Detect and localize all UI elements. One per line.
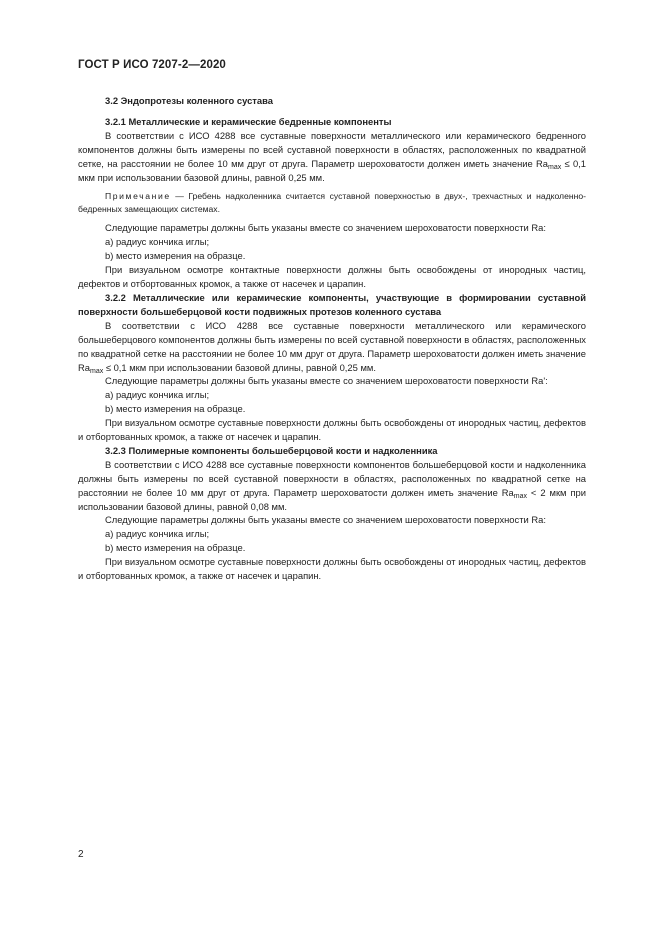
section-3-2-3-paragraph-1 (78, 458, 586, 514)
subscript: max (548, 163, 562, 171)
list-item-a: a) радиус кончика иглы; (105, 389, 210, 401)
note (78, 190, 586, 215)
subscript: max (513, 492, 527, 500)
page-number: 2 (78, 849, 84, 860)
list-item-b: b) место измерения на образце. (105, 403, 246, 415)
note-text: — Гребень надколенника считается суставной поверхностью в двух-, трехчастных и надколенно-бедренных замещающих системах. (78, 191, 586, 214)
section-3-2-2-paragraph-2: Следующие параметры должны быть указаны вместе со значением шероховатости поверхности Ra': (105, 375, 548, 387)
text-span: ≤ 0,1 мкм при использовании базовой длины, равной 0,25 мм. (103, 361, 376, 373)
text-span: < 2 мкм при использовании базовой длины, равной 0,08 мм. (78, 486, 586, 512)
section-3-2-2-paragraph-1 (78, 319, 586, 375)
section-3-2-1-title: 3.2.1 Металлические и керамические бедренные компоненты (105, 115, 392, 127)
note-label: Примечание (105, 191, 171, 202)
section-3-2-3-paragraph-3: При визуальном осмотре суставные поверхности должны быть освобождены от инородных частиц, дефектов и отбортованных кромок, а также от насечек и царапин. (78, 556, 586, 582)
text-span: В соответствии с ИСО 4288 все суставные поверхности металлического или керамического большеберцового компонентов должны быть измерены по всей суставной поверхности в областях, расположенных по квадратной сетке на расстоянии не более 10 мм друг от друга. Параметр шероховатости должен иметь значение Ra (78, 319, 586, 373)
section-3-2-2-paragraph-3: При визуальном осмотре суставные поверхности должны быть освобождены от инородных частиц, дефектов и отбортованных кромок, а также от насечек и царапин. (78, 417, 586, 443)
list-item-b: b) место измерения на образце. (105, 250, 246, 262)
text-span: В соответствии с ИСО 4288 все суставные поверхности металлического или керамического бедренного компонентов должны быть измерены по всей суставной поверхности в областях, расположенных по квадратной сетке, на расстоянии не более 10 мм друг от друга. Параметр шероховатости должен иметь значение Ra (78, 129, 586, 169)
list-item-a: a) радиус кончика иглы; (105, 528, 210, 540)
subscript: max (89, 367, 104, 375)
list-item-b: b) место измерения на образце. (105, 542, 246, 554)
section-3-2-1-paragraph-3: При визуальном осмотре контактные поверхности должны быть освобождены от инородных частиц, дефектов и отбортованных кромок, а также от насечек и царапин. (78, 264, 586, 290)
section-3-2-1-paragraph-2: Следующие параметры должны быть указаны вместе со значением шероховатости поверхности Ra: (105, 222, 546, 234)
text-span: ≤ 0,1 мкм при использовании базовой длины, равной 0,25 мм. (78, 157, 587, 183)
list-item-a: a) радиус кончика иглы; (105, 236, 210, 248)
document-header: ГОСТ Р ИСО 7207-2—2020 (78, 59, 226, 71)
section-3-2-title: 3.2 Эндопротезы коленного сустава (105, 95, 273, 106)
text-span: В соответствии с ИСО 4288 все суставные поверхности компонентов большеберцовой кости и надколенника должны быть измерены по всей суставной поверхности в областях, расположенных по квадратной сетке на расстоянии не более 10 мм друг от друга. Параметр шероховатости должен иметь значение Ra (78, 458, 586, 498)
section-3-2-2-title: 3.2.2 Металлические или керамические компоненты, участвующие в формировании суставной поверхности большеберцовой кости подвижных протезов коленного сустава (78, 291, 586, 317)
document-body (78, 94, 586, 583)
section-3-2-1-paragraph-1 (78, 129, 586, 185)
section-3-2-3-paragraph-2: Следующие параметры должны быть указаны вместе со значением шероховатости поверхности Ra: (105, 514, 546, 526)
section-3-2-3-title: 3.2.3 Полимерные компоненты большеберцовой кости и надколенника (105, 444, 438, 456)
